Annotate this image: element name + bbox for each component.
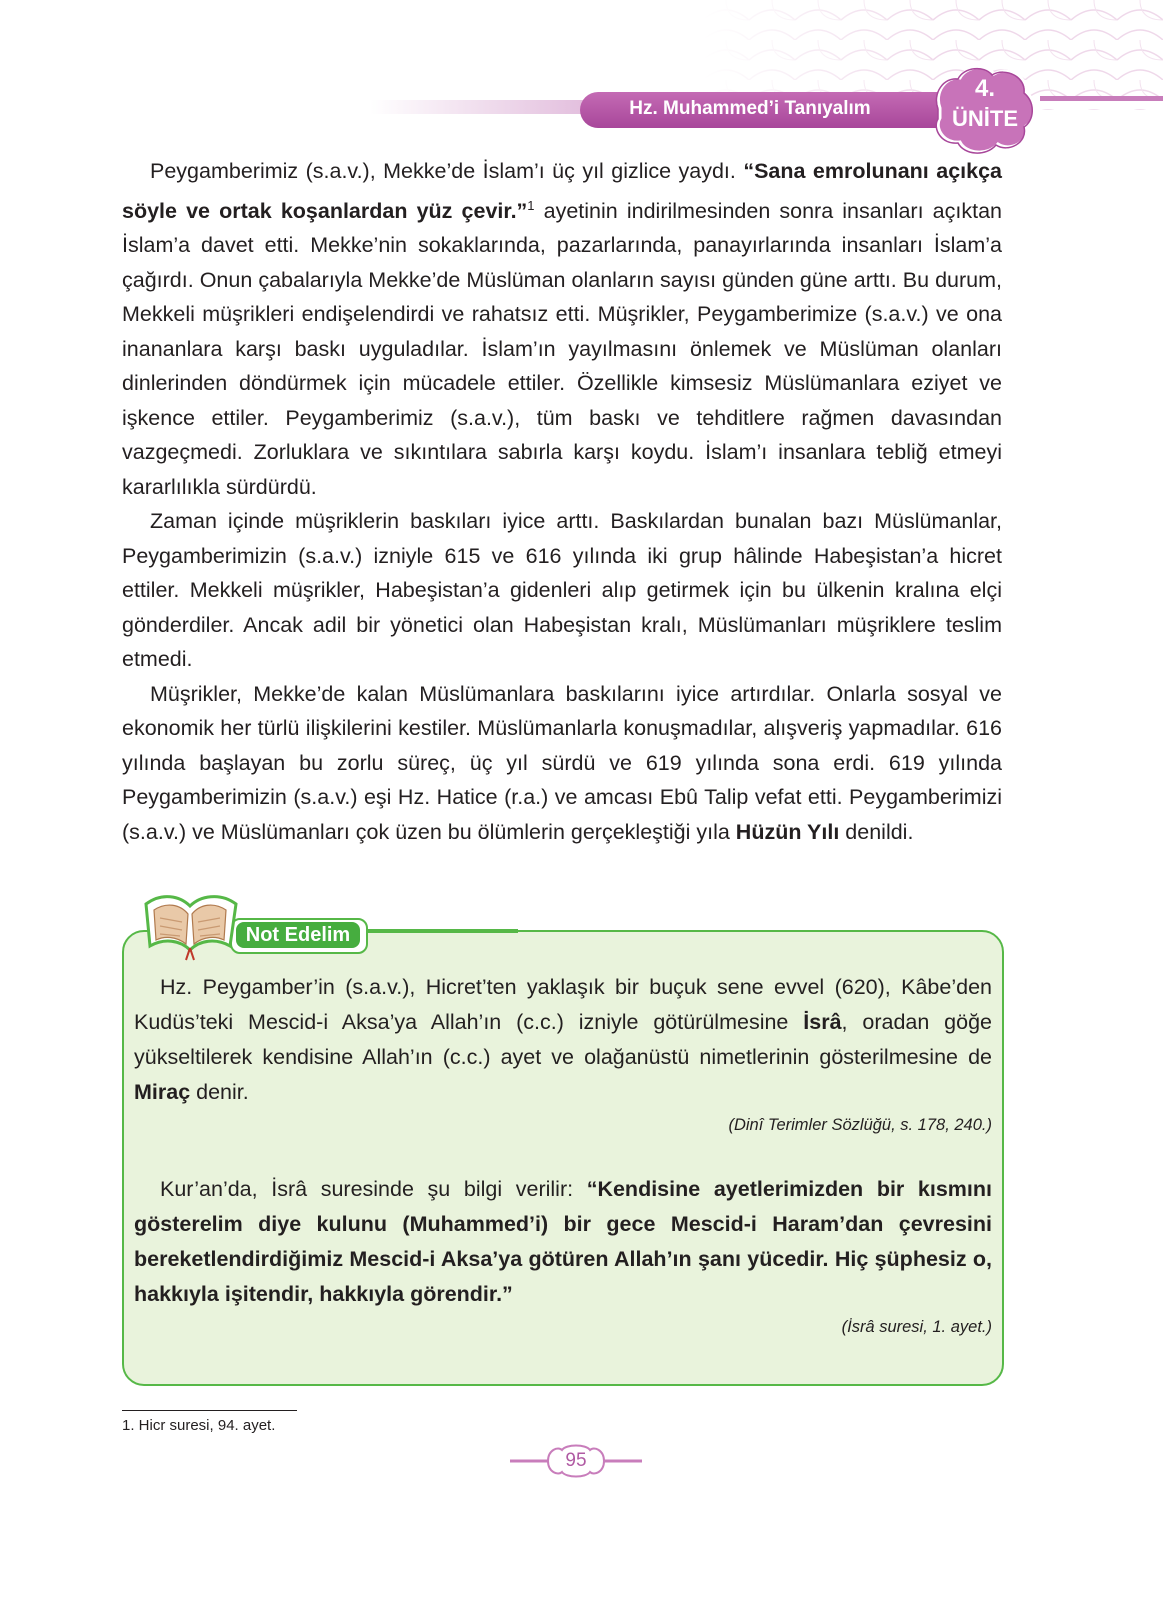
isra-term: İsrâ	[803, 1010, 842, 1034]
unit-word: ÜNİTE	[952, 106, 1018, 131]
unit-number: 4.	[974, 75, 995, 102]
paragraph-1-text-cont: ayetinin indirilmesinden sonra insanları açıktan İslam’a davet etti. Mekke’nin sokaklarında, pazarlarında, panayırlarında insanları İslam’a çağırdı. Onun çabalarıyla Mekke’de Müslüman olanların sayısı günden güne arttı. Bu durum, Mekkeli müşrikleri endişelendirdi ve rahatsız etti. Müşrikler, Peygamberimize (s.a.v.) ve ona inananlara karşı baskı uyguladılar. İslam’ın yayılmasını önlemek ve Müslüman olanları dinlerinden döndürmek için mücadele ettiler. Özellikle kimsesiz Müslümanlara eziyet ve işkence ettiler. Peygamberimiz (s.a.v.), tüm baskı ve tehditlere rağmen davasından vazgeçmedi. Zorluklara ve sıkıntılara sabırla karşı koydu. İslam’ı insanlara tebliğ etmeyi kararlılıkla sürdürdü.	[122, 198, 1002, 499]
isra-verse-quote: “Kendisine ayetlerimizden bir kısmını gösterelim diye kulunu (Muhammed’i) bir gece Mescid-i Haram’dan çevresini bereketlendirdiğimiz Mescid-i Aksa’ya götüren Allah’ın şanı yücedir. Hiç şüphesiz o, hakkıyla işitendir, hakkıyla görendir.”	[134, 1177, 992, 1306]
note-paragraph-2	[134, 1172, 992, 1312]
unit-label	[930, 74, 1040, 134]
mirac-term: Miraç	[134, 1080, 191, 1104]
paragraph-1-text: Peygamberimiz (s.a.v.), Mekke’de İslam’ı üç yıl gizlice yaydı.	[150, 159, 744, 183]
paragraph-3-end: denildi.	[839, 819, 914, 844]
footnote: 1. Hicr suresi, 94. ayet.	[122, 1417, 276, 1434]
verse-quote: “Sana emrolunanı açıkça söyle ve ortak koşanlardan yüz çevir.”	[122, 159, 1002, 223]
huzun-yili: Hüzün Yılı	[735, 819, 840, 844]
note-source-2: (İsrâ suresi, 1. ayet.)	[841, 1318, 992, 1336]
note-content	[134, 970, 992, 1342]
note-text-3: denir.	[190, 1080, 249, 1104]
note-text-4: Kur’an’da, İsrâ suresinde şu bilgi verilir:	[160, 1177, 587, 1201]
footnote-ref: 1	[527, 197, 535, 213]
main-text	[122, 154, 1002, 849]
note-text-1: Hz. Peygamber’in (s.a.v.), Hicret’ten yaklaşık bir buçuk sene evvel (620), Kâbe’den Kudüs’teki Mescid-i Aksa’ya Allah’ın (c.c.) izniyle götürülmesine	[134, 975, 992, 1034]
note-gap	[134, 1140, 992, 1172]
note-text-2: , oradan göğe yükseltilerek kendisine Allah’ın (c.c.) ayet ve olağanüstü nimetlerinin gösterilmesine de	[134, 1010, 993, 1069]
page-number: 95	[565, 1450, 587, 1471]
header-right-line	[1040, 96, 1163, 101]
paragraph-3	[122, 677, 1002, 850]
paragraph-1	[122, 154, 1002, 504]
header-fade-line	[370, 100, 600, 114]
footnote-rule	[122, 1410, 297, 1411]
chapter-title: Hz. Muhammed’i Tanıyalım	[629, 98, 871, 119]
open-book-icon	[140, 886, 240, 962]
note-paragraph-1	[134, 970, 992, 1110]
note-source-1: (Dinî Terimler Sözlüğü, s. 178, 240.)	[728, 1116, 992, 1134]
note-title: Not Edelim	[236, 922, 360, 948]
paragraph-3-text: Müşrikler, Mekke’de kalan Müslümanlara baskılarını iyice artırdılar. Onlarla sosyal ve ekonomik her türlü ilişkilerini kestiler. Müslümanlarla konuşmadılar, alışveriş yapmadılar. 616 yılında başlayan bu zorlu süreç, üç yıl sürdü ve 619 yılında sona erdi. 619 yılında Peygamberimizin (s.a.v.) eşi Hz. Hatice (r.a.) ve amcası Ebû Talip vefat etti. Peygamberimizi (s.a.v.) ve Müslümanları çok üzen bu ölümlerin gerçekleştiği yıla	[122, 681, 1002, 844]
paragraph-2: Zaman içinde müşriklerin baskıları iyice arttı. Baskılardan bunalan bazı Müslümanlar, Peygamberimizin (s.a.v.) izniyle 615 ve 616 yılında iki grup hâlinde Habeşistan’a hicret ettiler. Mekkeli müşrikler, Habeşistan’a gidenleri alıp getirmek için bu ülkenin kralına elçi gönderdiler. Ancak adil bir yönetici olan Habeşistan kralı, Müslümanları müşriklere teslim etmedi.	[122, 509, 1002, 672]
